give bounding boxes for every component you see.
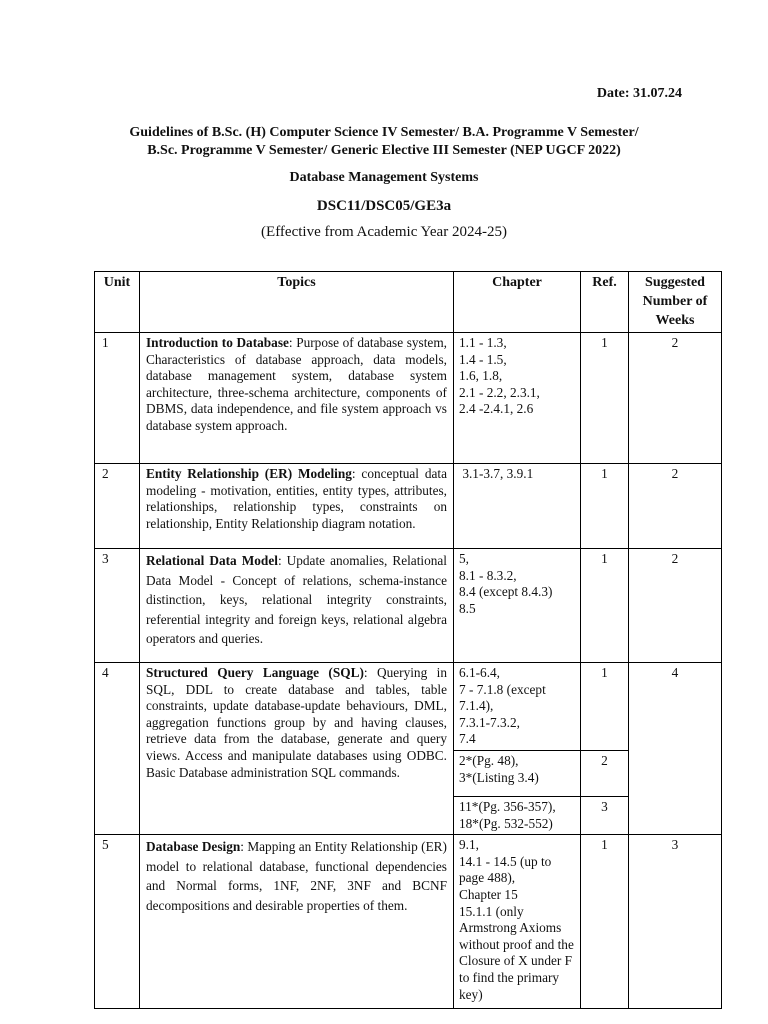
topic-title: Database Design [146,839,241,855]
table-row [95,333,722,464]
chapter-cell [454,333,581,464]
chapter-cell [454,549,581,663]
course-title: Database Management Systems [289,170,479,185]
col-header-unit: Unit [95,272,140,333]
topic-cell [140,333,454,464]
chapter-ref: 7 - 7.1.8 (except 7.1.4), [459,681,546,714]
chapter-ref: Chapter 15 [459,886,518,902]
chapter-ref: 3*(Listing 3.4) [459,769,539,785]
chapter-ref: 11*(Pg. 356-357), [459,799,556,814]
chapter-cell [454,797,581,835]
course-code: DSC11/DSC05/GE3a [316,198,452,214]
ref-cell: 1 [581,549,629,663]
unit-cell: 1 [95,333,140,464]
weeks-cell: 2 [629,333,722,464]
table-row [95,549,722,663]
table-row [95,663,722,751]
table-row [95,835,722,1009]
ref-cell: 3 [581,797,629,835]
chapter-ref: 3.1-3.7, 3.9.1 [459,466,534,481]
topic-cell [140,663,454,835]
chapter-ref: 2*(Pg. 48), [459,753,519,768]
chapter-cell [454,464,581,549]
topic-body: : conceptual data modeling - motivation, entities, entity types, attributes, relationships, relationship types, constraints on relationship, Entity Relationship diagram notation. [146,466,447,531]
chapter-ref: 2.1 - 2.2, 2.3.1, [459,384,540,400]
chapter-ref: 2.4 -2.4.1, 2.6 [459,401,534,417]
chapter-ref: 18*(Pg. 532-552) [459,815,553,831]
topic-title: Structured Query Language (SQL) [146,665,364,680]
ref-cell: 1 [581,663,629,751]
chapter-ref: 9.1, [459,837,479,853]
topic-body: : Mapping an Entity Relationship (ER) model to relational database, functional dependencies and Normal forms, 1NF, 2NF, 3NF and BCNF decompositions and desirable properties of them. [146,839,447,913]
ref-cell: 1 [581,835,629,1009]
chapter-ref: 1.4 - 1.5, [459,351,507,367]
ref-cell: 1 [581,464,629,549]
table-row [95,464,722,549]
chapter-ref: 7.3.1-7.3.2, [459,714,520,730]
unit-cell: 5 [95,835,140,1009]
weeks-cell: 3 [629,835,722,1009]
chapter-ref: 14.1 - 14.5 (up to page 488), [459,853,552,886]
topic-title: Introduction to Database [146,335,289,350]
col-header-topics: Topics [140,272,454,333]
chapter-ref: 6.1-6.4, [459,665,500,680]
topic-cell [140,835,454,1009]
topic-body: : Update anomalies, Relational Data Model - Concept of relations, schema-instance distinction, keys, relational integrity constraints, referential integrity and foreign keys, relational algebra operators and queries. [146,553,447,646]
unit-cell: 2 [95,464,140,549]
topic-cell [140,549,454,663]
document-date: Date: 31.07.24 [596,86,682,101]
chapter-ref: 8.5 [459,600,476,616]
topic-body: : Querying in SQL, DDL to create database and tables, table constraints, update database-update behaviours, DML, aggregation functions group by and having clauses, retrieve data from the database, generate and query views. Access and manipulate databases using ODBC. Basic Database administration SQL commands. [146,665,447,780]
chapter-ref: 15.1.1 (only Armstrong Axioms without proof and the Closure of X under F to find the primary key) [459,903,574,1002]
chapter-ref: 1.1 - 1.3, [459,335,507,350]
unit-cell: 3 [95,549,140,663]
col-header-weeks: Suggested Number of Weeks [629,272,722,333]
ref-cell: 2 [581,751,629,797]
topic-title: Relational Data Model [146,553,278,568]
effective-note: (Effective from Academic Year 2024-25) [261,224,507,240]
chapter-cell [454,835,581,1009]
chapter-ref: 8.1 - 8.3.2, [459,567,517,583]
unit-cell: 4 [95,663,140,835]
guidelines-line-1: Guidelines of B.Sc. (H) Computer Science IV Semester/ B.A. Programme V Semester/ [129,125,639,140]
chapter-ref: 5, [459,551,469,566]
topic-cell [140,464,454,549]
table-header-row [95,272,722,333]
weeks-cell: 2 [629,549,722,663]
topic-title: Entity Relationship (ER) Modeling [146,466,352,481]
syllabus-table [94,271,722,1009]
chapter-ref: 8.4 (except 8.4.3) [459,584,553,600]
col-header-ref: Ref. [581,272,629,333]
col-header-chapter: Chapter [454,272,581,333]
chapter-cell [454,751,581,797]
guidelines-line-2: B.Sc. Programme V Semester/ Generic Elective III Semester (NEP UGCF 2022) [147,143,621,158]
ref-cell: 1 [581,333,629,464]
guidelines-heading [0,124,768,160]
topic-body: : Purpose of database system, Characteristics of database approach, data models, database management system, database system architecture, three-schema architecture, components of DBMS, data independence, and file system approach vs database system approach. [146,335,447,433]
weeks-cell: 4 [629,663,722,835]
chapter-ref: 1.6, 1.8, [459,368,503,384]
chapter-ref: 7.4 [459,731,476,747]
weeks-cell: 2 [629,464,722,549]
chapter-cell [454,663,581,751]
